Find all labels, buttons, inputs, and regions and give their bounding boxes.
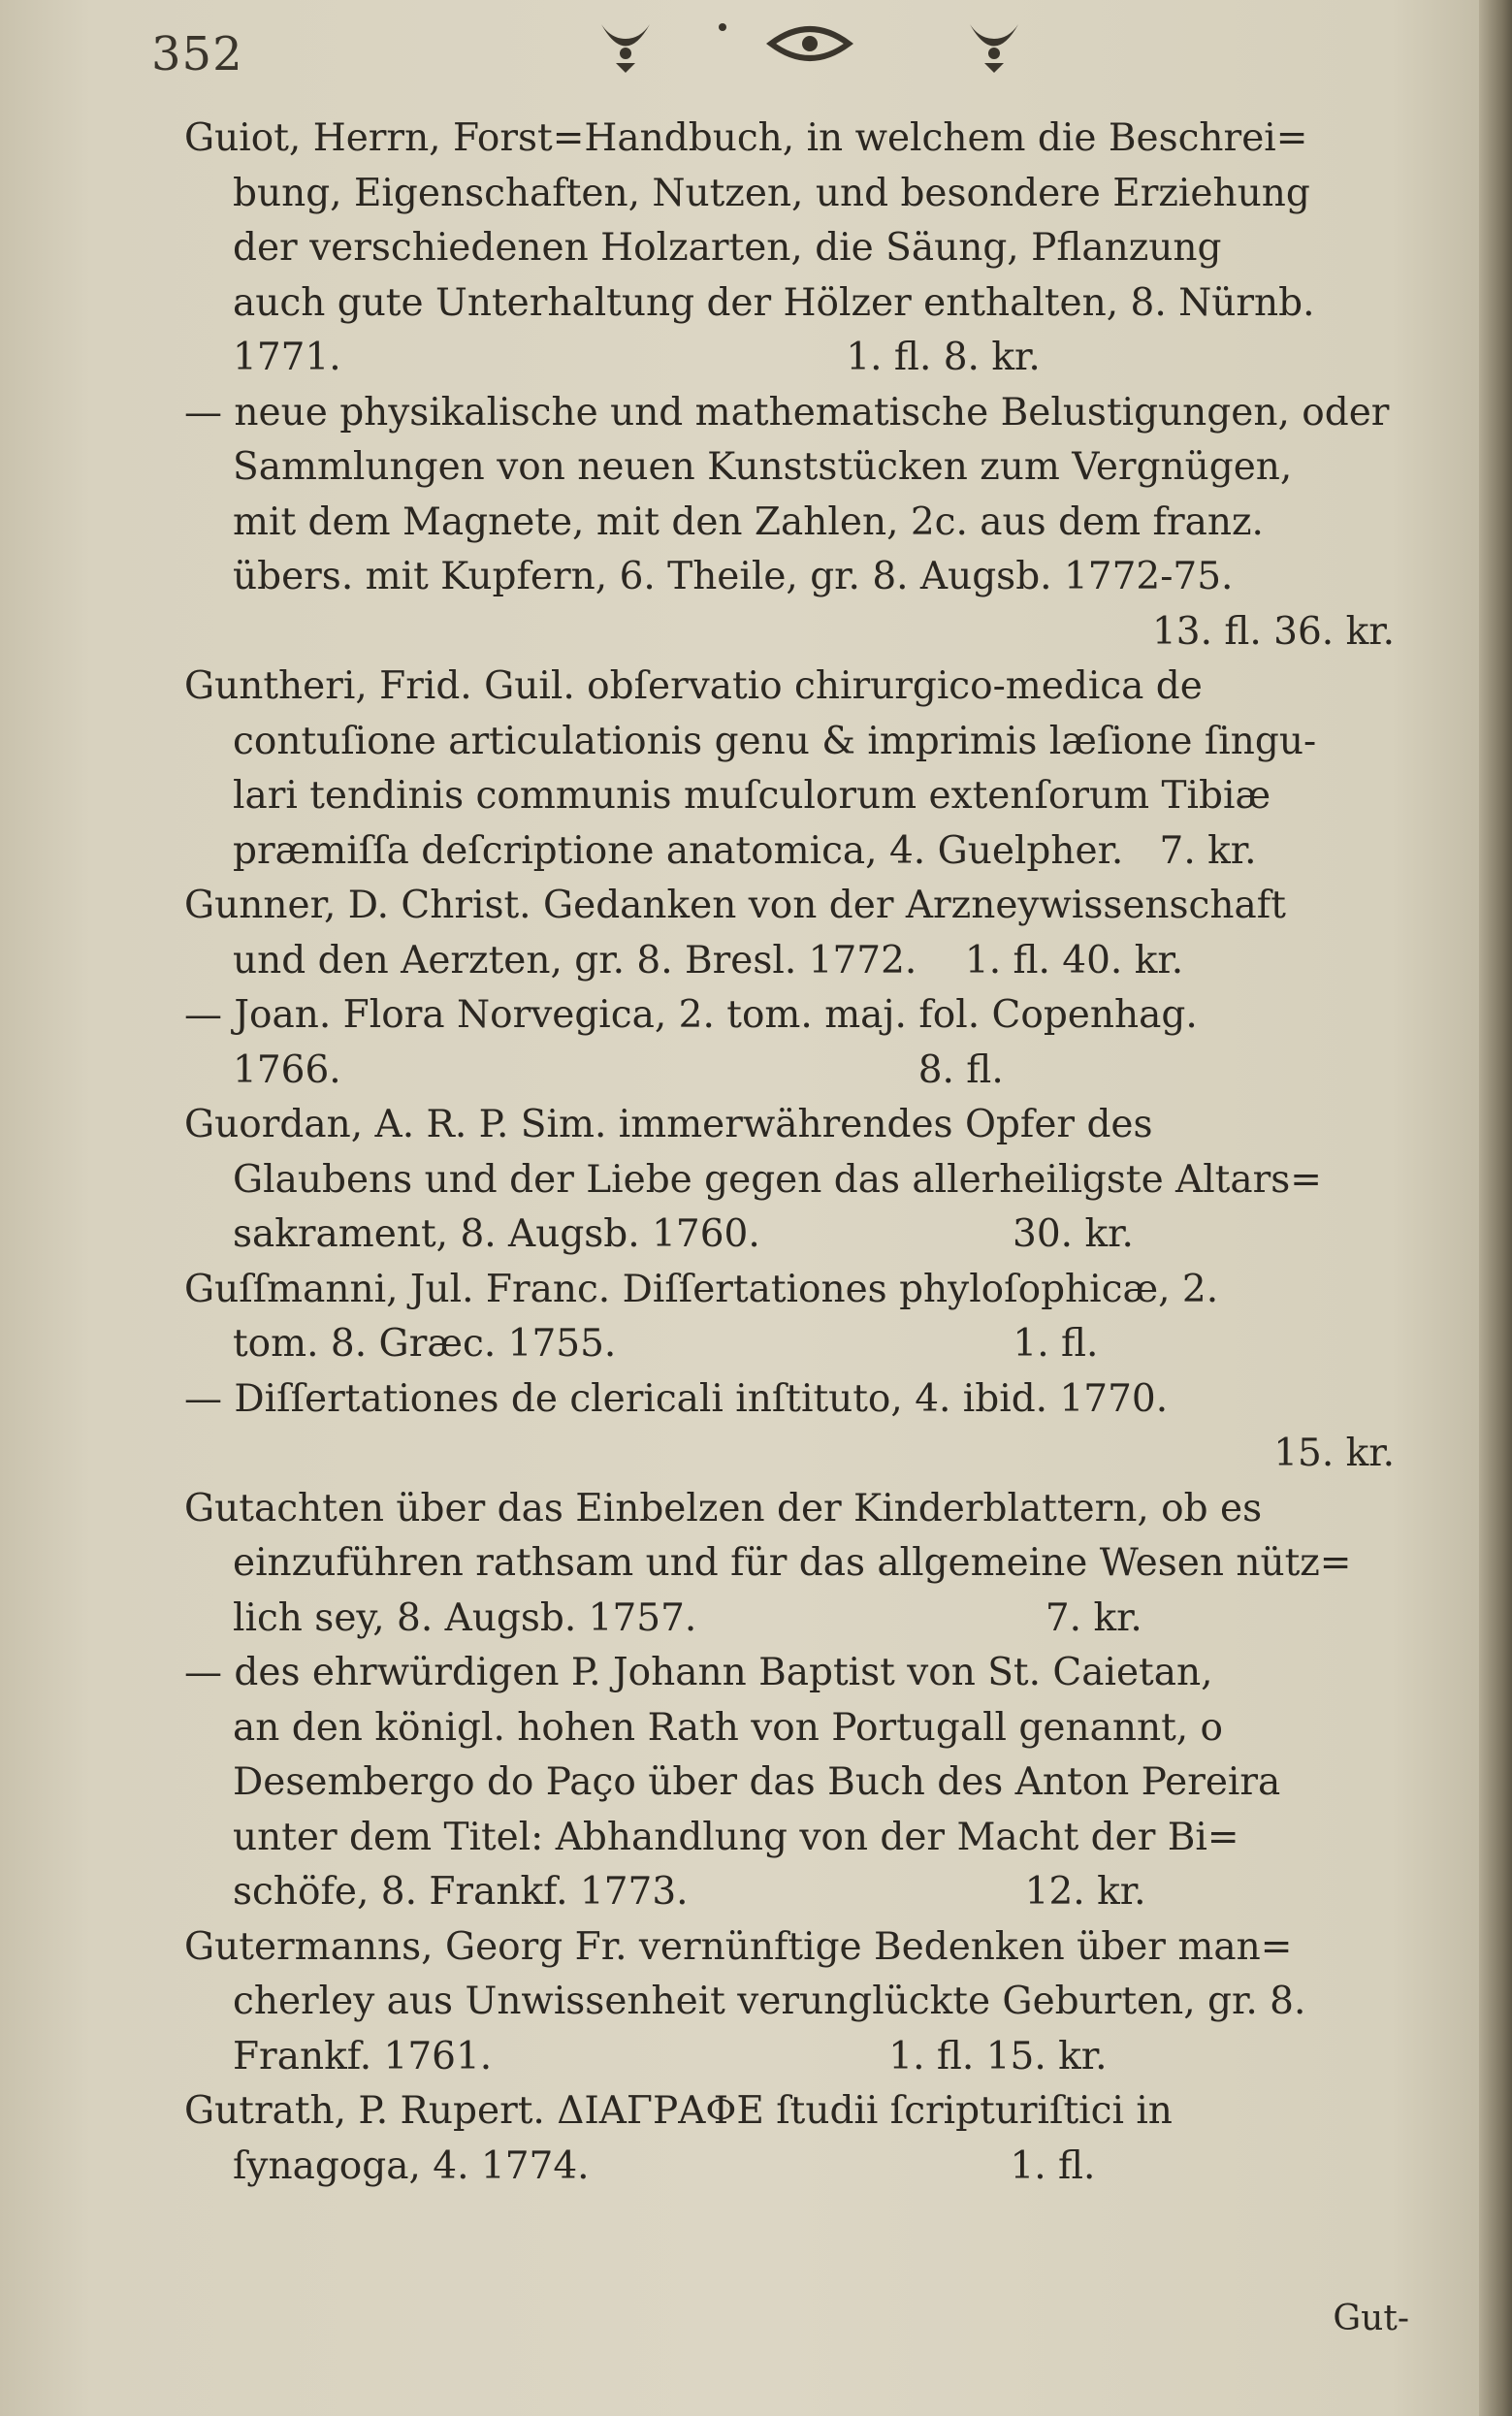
entry-line: Guordan, A. R. P. Sim. immerwährendes Opfer des xyxy=(184,1103,1153,1146)
entry-line: Gutrath, P. Rupert. ΔΙΑΓΡΑΦΕ ſtudii ſcripturiſtici in xyxy=(184,2089,1173,2133)
entry-line: Glaubens und der Liebe gegen das allerheiligste Altars= xyxy=(233,1157,1322,1202)
entry-line: übers. mit Kupfern, 6. Theile, gr. 8. Augsb. 1772-75. xyxy=(233,555,1234,598)
entry-line: — Joan. Flora Norvegica, 2. tom. maj. fol. Copenhag. xyxy=(184,993,1198,1037)
entry-line: an den königl. hohen Rath von Portugall genannt, o xyxy=(233,1705,1224,1750)
entry-line: Guſſmanni, Jul. Franc. Diſſertationes phyloſophicæ, 2. xyxy=(184,1267,1219,1311)
entry-line: sakrament, 8. Augsb. 1760. 30. kr. xyxy=(233,1212,1134,1256)
entry-line: — Diſſertationes de clericali inſtituto, 4. ibid. 1770. xyxy=(184,1376,1169,1421)
entry-line: einzuführen rathsam und für das allgemeine Wesen nütz= xyxy=(233,1541,1352,1585)
entry-line: Gunner, D. Christ. Gedanken von der Arzneywissenschaft xyxy=(184,884,1286,927)
entry-line: Gutermanns, Georg Fr. vernünftige Bedenken über man= xyxy=(184,1924,1293,1969)
entry-price-line: 13. fl. 36. kr. xyxy=(1151,609,1395,654)
bibliography-entries xyxy=(184,112,1404,2194)
entry-price-line: 15. kr. xyxy=(1273,1432,1395,1475)
entry-line: — neue physikalische und mathematische Belustigungen, oder xyxy=(184,390,1390,435)
entry-line: Sammlungen von neuen Kunststücken zum Vergnügen, xyxy=(233,445,1293,489)
entry-line: Desembergo do Paço über das Buch des Anton Pereira xyxy=(233,1760,1281,1804)
entry-line: Frankf. 1761. 1. fl. 15. kr. xyxy=(233,2034,1108,2078)
entry-line: Guntheri, Frid. Guil. obſervatio chirurgico-medica de xyxy=(184,664,1203,708)
page-gutter-shadow xyxy=(1479,0,1512,2416)
entry-line: der verschiedenen Holzarten, die Säung, Pflanzung xyxy=(233,226,1222,270)
entry-line: cherley aus Unwissenheit verunglückte Geburten, gr. 8. xyxy=(233,1980,1306,2023)
entry-line: bung, Eigenschaften, Nutzen, und besondere Erziehung xyxy=(233,171,1310,215)
entry-line: lich sey, 8. Augsb. 1757. 7. kr. xyxy=(233,1595,1142,1640)
entry-line: Guiot, Herrn, Forst=Handbuch, in welchem die Beschrei= xyxy=(184,116,1308,160)
entry-line: præmiſſa deſcriptione anatomica, 4. Guelpher. 7. kr. xyxy=(233,828,1257,873)
entry-line: mit dem Magnete, mit den Zahlen, 2c. aus dem franz. xyxy=(233,499,1264,544)
entry-line: und den Aerzten, gr. 8. Bresl. 1772. 1. fl. 40. kr. xyxy=(233,938,1184,983)
entry-line: lari tendinis communis muſculorum extenſorum Tibiæ xyxy=(233,774,1271,818)
entry-line: schöfe, 8. Frankf. 1773. 12. kr. xyxy=(233,1870,1146,1914)
entry-line: — des ehrwürdigen P. Johann Baptist von St. Caietan, xyxy=(184,1651,1213,1694)
entry-line: tom. 8. Græc. 1755. 1. fl. xyxy=(233,1322,1099,1366)
entry-line: unter dem Titel: Abhandlung von der Macht der Bi= xyxy=(233,1815,1239,1859)
page-number: 352 xyxy=(151,27,243,81)
entry-line: 1771. 1. fl. 8. kr. xyxy=(233,336,1041,379)
entry-line: contuſione articulationis genu & imprimis læſione ſingu- xyxy=(233,719,1317,763)
entry-line: 1766. 8. fl. xyxy=(233,1047,1004,1092)
printers-ornament-icon xyxy=(582,10,1038,78)
entry-line: auch gute Unterhaltung der Hölzer enthalten, 8. Nürnb. xyxy=(233,280,1315,325)
catchword: Gut- xyxy=(1333,2299,1409,2338)
entry-line: Gutachten über das Einbelzen der Kinderblattern, ob es xyxy=(184,1486,1263,1530)
entry-line: ſynagoga, 4. 1774. 1. fl. xyxy=(233,2143,1096,2188)
